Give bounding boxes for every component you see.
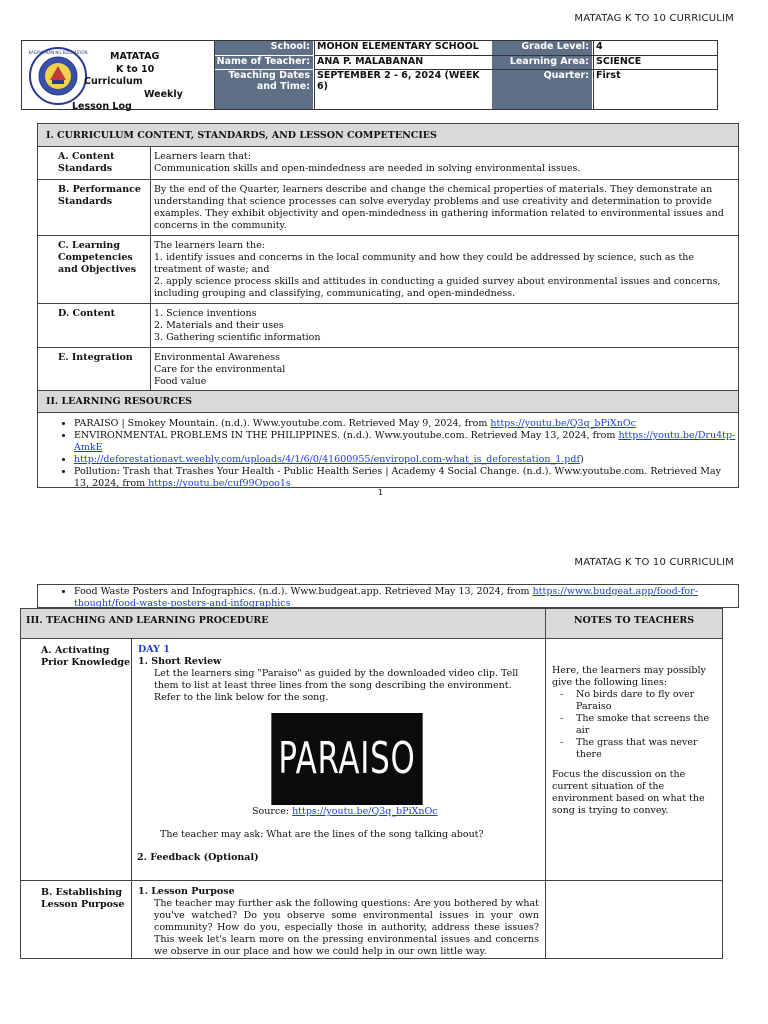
lesson-log-header	[21, 40, 718, 110]
notes-focus: Focus the discussion on the current situation of the environment based on what the song is trying to convey.	[552, 769, 705, 816]
section-title: I. CURRICULUM CONTENT, STANDARDS, AND LESSON COMPETENCIES	[38, 124, 738, 147]
resource-link[interactable]: http://deforestationavt.weebly.com/uploads/4/1/6/0/41600955/enviropol.com-what_is_deforestation_1.pdf	[74, 454, 580, 465]
teacher-label: Name of Teacher:	[215, 56, 313, 69]
resource-link[interactable]: https://youtu.be/Q3q_bPiXnOc	[490, 418, 636, 429]
procedure-title: III. TEACHING AND LEARNING PROCEDURE	[21, 609, 546, 639]
school-value: MOHON ELEMENTARY SCHOOL	[314, 41, 492, 55]
teacher-question: The teacher may ask: What are the lines of the song talking about?	[160, 829, 484, 840]
table-row	[38, 304, 738, 348]
row-label: D. Content	[38, 304, 151, 347]
school-label: School:	[215, 41, 313, 55]
section-title: II. LEARNING RESOURCES	[38, 391, 738, 413]
list-item: • Food Waste Posters and Infographics. (n.d.). Www.budgeat.app. Retrieved May 13, 2024, from https://www.budgeat.app/food-for-thought/food-waste-posters-and-infographics	[74, 586, 738, 610]
row-label: B. Performance Standards	[38, 180, 151, 235]
resource-link[interactable]: https://www.budgeat.app/food-for-thought/food-waste-posters-and-infographics	[74, 586, 698, 609]
notes-title: NOTES TO TEACHERS	[546, 609, 722, 639]
feedback-heading: 2. Feedback (Optional)	[137, 852, 259, 863]
seal-lettering: KAGAWARAN NG EDUKASYON	[28, 50, 88, 55]
area-label: Learning Area:	[492, 56, 592, 69]
row-text: The learners learn the: 1. identify issues and concerns in the local community and how they could be addressed by science, such as the treatment of waste; and 2. apply science process skills and attitudes in conducting a guided survey about environmental issues and concerns, including grouping and classifying, communicating, and open-mindedness.	[154, 240, 721, 299]
resource-link[interactable]: https://youtu.be/Dru4tp- AmkE	[74, 430, 736, 453]
source-link[interactable]: https://youtu.be/Q3q_bPiXnOc	[292, 806, 438, 817]
area-value: SCIENCE	[593, 56, 717, 69]
section-resources	[37, 390, 739, 488]
quarter-value: First	[593, 70, 717, 109]
row-label: A. Content Standards	[38, 147, 151, 179]
resource-list	[38, 418, 738, 490]
table-row	[38, 180, 738, 236]
lesson-log-title: MATATAG K to 10 Curriculum Weekly Lesson Log	[72, 51, 183, 112]
short-review-heading: 1. Short Review	[138, 656, 222, 667]
notes-list	[552, 689, 716, 761]
running-header: MATATAG K TO 10 CURRICULIM	[574, 557, 734, 568]
section-competencies	[37, 123, 739, 391]
running-header: MATATAG K TO 10 CURRICULIM	[574, 13, 734, 24]
grade-label: Grade Level:	[492, 41, 592, 55]
day-label: DAY 1	[138, 644, 170, 655]
table-row	[38, 348, 738, 391]
image-source: Source: https://youtu.be/Q3q_bPiXnOc	[252, 806, 438, 817]
notes-intro: Here, the learners may possibly give the following lines:	[552, 665, 706, 688]
row-text: By the end of the Quarter, learners describe and change the chemical properties of materials. They demonstrate an understanding that science processes can solve everyday problems and use creativity and determination to provide examples. They exhibit objectivity and open-mindedness in gathering information related to environmental issues and concerns in the community.	[154, 184, 724, 231]
row-label: E. Integration	[38, 348, 151, 391]
row-text: 1. Science inventions 2. Materials and their uses 3. Gathering scientific information	[154, 308, 321, 343]
dates-value: SEPTEMBER 2 - 6, 2024 (WEEK 6)	[314, 70, 492, 109]
resources-continued	[37, 584, 739, 608]
table-row	[38, 147, 738, 180]
page-number: 1	[378, 488, 384, 497]
lesson-purpose-heading: 1. Lesson Purpose	[138, 886, 235, 897]
lesson-purpose-text: The teacher may further ask the following questions: Are you bothered by what you've watched? Do you observe some environmental issues in your own community? How do you, especially those in authority, address these issues? This week let's learn more on the pressing environmental issues and concerns we observe in our place and how we could help in our own little way.	[154, 898, 539, 957]
row-text: Environmental Awareness Care for the environmental Food value	[154, 352, 286, 387]
teacher-value: ANA P. MALABANAN	[314, 56, 492, 69]
resource-link[interactable]: https://youtu.be/cuf99Opoo1s	[148, 478, 291, 489]
list-item: • PARAISO | Smokey Mountain. (n.d.). Www.youtube.com. Retrieved May 9, 2024, from https://youtu.be/Q3q_bPiXnOc	[74, 418, 738, 430]
table-row	[38, 236, 738, 304]
dates-label: Teaching Dates and Time:	[215, 70, 313, 109]
deped-seal-icon	[28, 46, 88, 106]
row-text: Learners learn that: Communication skills and open-mindedness are needed in solving environmental issues.	[154, 151, 581, 174]
list-item: • Pollution: Trash that Trashes Your Health - Public Health Series | Academy 4 Social Change. (n.d.). Www.youtube.com. Retrieved May 13, 2024, from https://youtu.be/cuf99Opoo1s	[74, 466, 738, 490]
list-item: - The grass that was never there	[576, 737, 716, 761]
quarter-label: Quarter:	[492, 70, 592, 109]
list-item: • http://deforestationavt.weebly.com/uploads/4/1/6/0/41600955/enviropol.com-what_is_deforestation_1.pdf)	[74, 454, 738, 466]
lesson-purpose-cell	[132, 881, 546, 958]
list-item: - The smoke that screens the air	[576, 713, 716, 737]
paraiso-video-thumbnail[interactable]: PARAISO	[271, 713, 422, 805]
row-label: C. Learning Competencies and Objectives	[38, 236, 151, 303]
list-item: • ENVIRONMENTAL PROBLEMS IN THE PHILIPPINES. (n.d.). Www.youtube.com. Retrieved May 13, 2024, from https://youtu.be/Dru4tp- AmkE	[74, 430, 738, 454]
grade-value: 4	[593, 41, 717, 55]
row-label: B. Establishing Lesson Purpose	[21, 881, 132, 958]
short-review-text: Let the learners sing "Paraiso" as guided by the downloaded video clip. Tell them to list at least three lines from the song describing the environment. Refer to the link below for the song.	[154, 668, 519, 703]
row-label: A. Activating Prior Knowledge	[21, 639, 132, 881]
notes-cell	[546, 639, 722, 881]
list-item: - No birds dare to fly over Paraiso	[576, 689, 716, 713]
